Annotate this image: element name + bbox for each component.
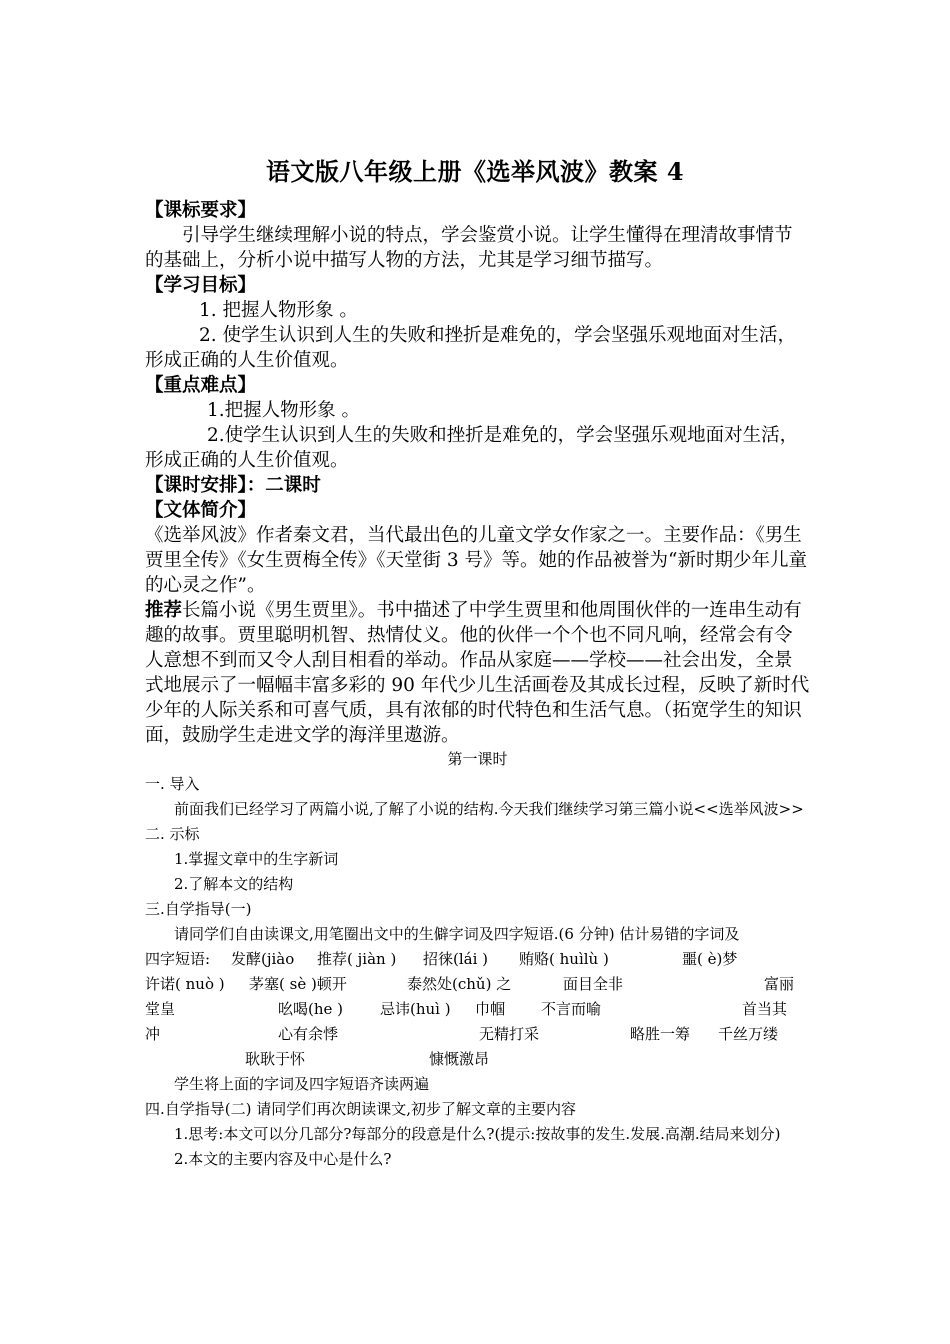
- vocab-word: 耿耿于怀: [245, 1050, 306, 1068]
- vocab-word: 不言而喻: [541, 1000, 602, 1018]
- big-text-block: [145, 198, 810, 748]
- step-1-title: 一. 导入: [145, 775, 200, 793]
- step-2-item-2: 2.了解本文的结构: [174, 875, 294, 893]
- vocab-label: 四字短语:: [145, 950, 211, 968]
- vocab-word: 堂皇: [145, 1000, 176, 1018]
- vocab-word: 巾帼: [475, 1000, 506, 1018]
- key-point-item-2: [145, 423, 810, 473]
- vocab-word: 噩( è)梦: [682, 950, 738, 968]
- vocab-line-2: [145, 972, 810, 997]
- vocab-word: 慷慨激昂: [429, 1050, 490, 1068]
- vocab-line-1: [145, 947, 810, 972]
- vocab-word: 富丽: [764, 975, 795, 993]
- heading-curriculum: 【课标要求】: [145, 200, 257, 221]
- vocab-word: 略胜一筹: [630, 1025, 691, 1043]
- vocab-word: 许诺( nuò ): [145, 975, 225, 993]
- objective-item-2: [145, 323, 810, 373]
- vocab-word: 泰然处(chǔ) 之: [407, 975, 512, 993]
- objective-item-1: 1. 把握人物形象 。: [199, 300, 358, 321]
- heading-genre: 【文体简介】: [145, 500, 257, 521]
- heading-schedule: 【课时安排】：二课时: [145, 475, 321, 496]
- step-3-title: 三.自学指导(一): [145, 900, 252, 918]
- curriculum-text: 引导学生继续理解小说的特点，学会鉴赏小说。让学生懂得在理清故事情节的基础上，分析小说中描写人物的方法，尤其是学习细节描写。: [145, 225, 793, 271]
- objective-item-2-text: 2. 使学生认识到人生的失败和挫折是难免的，学会坚强乐观地面对生活，形成正确的人生价值观。: [145, 325, 797, 371]
- vocab-word: 贿赂( huìlù ): [519, 950, 609, 968]
- key-point-item-2-text: 2.使学生认识到人生的失败和挫折是难免的，学会坚强乐观地面对生活，形成正确的人生价值观。: [145, 425, 799, 471]
- vocab-word: 吆喝(he ): [278, 1000, 344, 1018]
- document-title: 语文版八年级上册《选举风波》教案 4: [265, 157, 685, 186]
- vocab-word: 发酵(jiào: [231, 950, 295, 968]
- step-3-text: 请同学们自由读课文,用笔圈出文中的生僻字词及四字短语.(6 分钟) 估计易错的字词及: [174, 925, 740, 943]
- heading-objectives: 【学习目标】: [145, 275, 257, 296]
- step-2-item-1: 1.掌握文章中的生字新词: [174, 850, 339, 868]
- recommend-text: 长篇小说《男生贾里》。书中描述了中学生贾里和他周围伙伴的一连串生动有趣的故事。贾里聪明机智、热情仗义。他的伙伴一个个也不同凡响，经常会有令人意想不到而又令人刮目相看的举动。作品从家庭——学校——社会出发，全景式地展示了一幅幅丰富多彩的 90 年代少儿生活画卷及其成长过程，反映了新时代少年的人际关系和可喜气质，具有浓郁的时代特色和生活气息。（拓宽学生的知识面，鼓励学生走进文学的海洋里遨游。: [145, 600, 810, 746]
- vocab-line-5: [145, 1047, 810, 1072]
- vocab-word: 无精打采: [479, 1025, 540, 1043]
- genre-intro-paragraph: 《选举风波》作者秦文君，当代最出色的儿童文学女作家之一。主要作品：《男生贾里全传》《女生贾梅全传》《天堂街 3 号》等。她的作品被誉为“新时期少年儿童的心灵之作”。: [145, 525, 807, 596]
- vocab-word: 面目全非: [563, 975, 624, 993]
- step-4-question-2: 2.本文的主要内容及中心是什么?: [174, 1150, 392, 1168]
- vocab-word: 招徕(lái ): [423, 950, 489, 968]
- vocab-word: 忌讳(huì ): [380, 1000, 451, 1018]
- lesson-one-block: [145, 747, 810, 1172]
- vocab-word: 首当其: [742, 1000, 788, 1018]
- key-point-item-1: 1.把握人物形象 。: [207, 400, 361, 421]
- step-3-after: 学生将上面的字词及四字短语齐读两遍: [174, 1075, 430, 1093]
- vocab-word: 心有余悸: [278, 1025, 339, 1043]
- vocab-word: 冲: [145, 1025, 161, 1043]
- step-1-text: 前面我们已经学习了两篇小说,了解了小说的结构.今天我们继续学习第三篇小说<<选举风波>>: [174, 800, 804, 818]
- step-4-title: 四.自学指导(二) 请同学们再次朗读课文,初步了解文章的主要内容: [145, 1100, 577, 1118]
- vocab-line-3: [145, 997, 810, 1022]
- vocab-word: 茅塞( sè )顿开: [249, 975, 347, 993]
- step-2-title: 二. 示标: [145, 825, 200, 843]
- vocab-word: 推荐( jiàn ): [317, 950, 397, 968]
- recommend-paragraph: [145, 598, 810, 748]
- recommend-label: 推荐: [145, 600, 183, 621]
- lesson-heading: 第一课时: [447, 750, 508, 768]
- step-4-question-1: 1.思考:本文可以分几部分?每部分的段意是什么?(提示:按故事的发生.发展.高潮.结局来划分): [174, 1125, 781, 1143]
- vocab-line-4: [145, 1022, 810, 1047]
- heading-key-points: 【重点难点】: [145, 375, 257, 396]
- vocab-word: 千丝万缕: [718, 1025, 779, 1043]
